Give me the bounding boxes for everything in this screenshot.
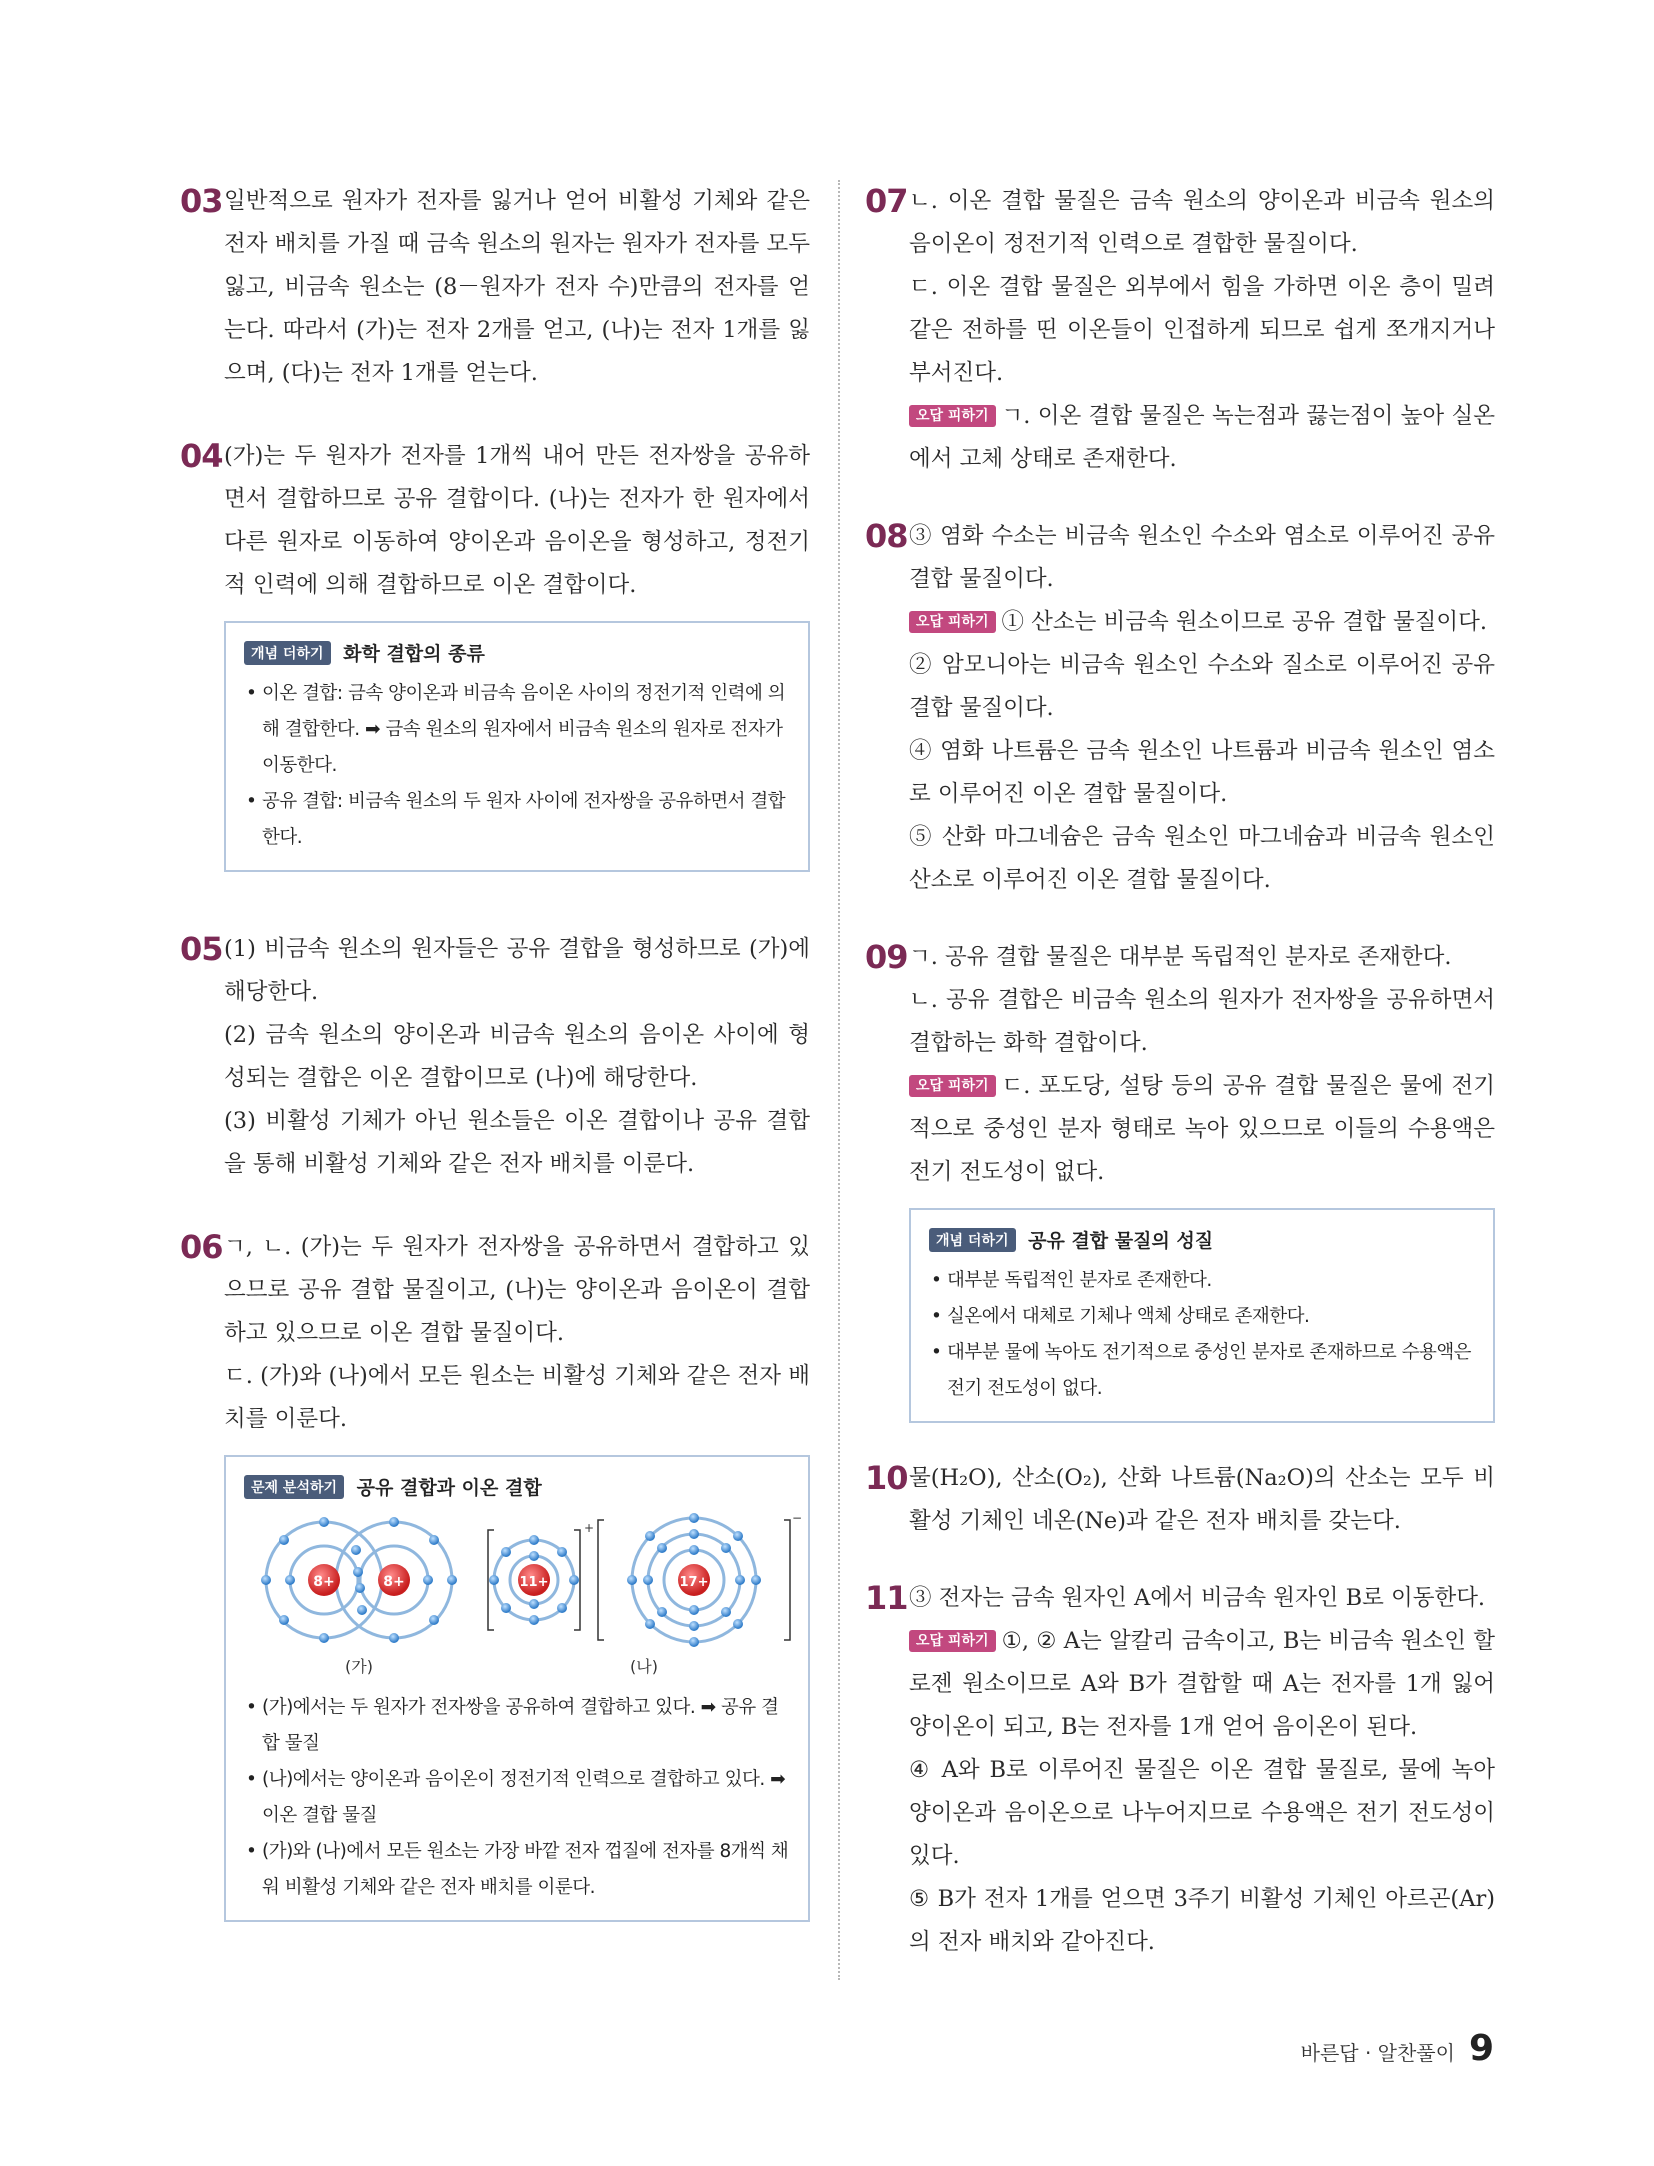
concept-box bbox=[224, 621, 810, 872]
question-number: 10 bbox=[865, 1459, 908, 1497]
box-list bbox=[244, 1690, 792, 1906]
answer-text bbox=[909, 395, 1495, 481]
box-list-item: • (가)에서는 두 원자가 전자쌍을 공유하여 결합하고 있다. ➡ 공유 결합 물질 bbox=[244, 1690, 792, 1762]
answer-text: ㄷ. (가)와 (나)에서 모든 원소는 비활성 기체와 같은 전자 배치를 이룬다. bbox=[224, 1363, 810, 1432]
answer-03 bbox=[180, 180, 810, 395]
answer-text: ①, ② A는 알칼리 금속이고, B는 비금속 원소인 할로젠 원소이므로 A와 B가 결합할 때 A는 전자를 1개 잃어 양이온이 되고, B는 전자를 1개 얻어 음이온이 된다. bbox=[909, 1628, 1495, 1740]
box-list-item: • (나)에서는 양이온과 음이온이 정전기적 인력으로 결합하고 있다. ➡ 이온 결합 물질 bbox=[244, 1762, 792, 1834]
box-list bbox=[929, 1263, 1477, 1407]
question-number: 08 bbox=[865, 517, 908, 555]
box-list-item: • 이온 결합: 금속 양이온과 비금속 음이온 사이의 정전기적 인력에 의해 결합한다. ➡ 금속 원소의 원자에서 비금속 원소의 원자로 전자가 이동한다. bbox=[244, 676, 792, 784]
nucleus-label: 8+ bbox=[383, 1574, 405, 1590]
question-number: 06 bbox=[180, 1228, 223, 1266]
box-list-item: • (가)와 (나)에서 모든 원소는 가장 바깥 전자 껍질에 전자를 8개씩 채워 비활성 기체와 같은 전자 배치를 이룬다. bbox=[244, 1834, 792, 1906]
wrong-answer-tag: 오답 피하기 bbox=[909, 611, 996, 633]
wrong-answer-tag: 오답 피하기 bbox=[909, 405, 996, 427]
box-list-item: • 공유 결합: 비금속 원소의 두 원자 사이에 전자쌍을 공유하면서 결합한다. bbox=[244, 784, 792, 856]
box-list-item: • 실온에서 대체로 기체나 액체 상태로 존재한다. bbox=[929, 1299, 1477, 1335]
answer-text: ㄴ. 공유 결합은 비금속 원소의 원자가 전자쌍을 공유하면서 결합하는 화학 결합이다. bbox=[909, 987, 1495, 1056]
page-footer bbox=[1301, 2028, 1494, 2069]
wrong-answer-tag: 오답 피하기 bbox=[909, 1075, 996, 1097]
answer-text: 일반적으로 원자가 전자를 잃거나 얻어 비활성 기체와 같은 전자 배치를 가질 때 금속 원소의 원자는 원자가 전자를 모두 잃고, 비금속 원소는 (8－원자가 전자 수)만큼의 전자를 얻는다. 따라서 (가)는 전자 2개를 얻고, (나)는 전자 1개를 잃으며, (다)는 전자 1개를 얻는다. bbox=[224, 188, 811, 386]
right-column bbox=[865, 180, 1495, 1964]
answer-05 bbox=[180, 928, 810, 1186]
box-title: 화학 결합의 종류 bbox=[343, 643, 485, 665]
answer-text: ㄷ. 포도당, 설탕 등의 공유 결합 물질은 물에 전기적으로 중성인 분자 형태로 녹아 있으므로 이들의 수용액은 전기 전도성이 없다. bbox=[909, 1073, 1495, 1185]
answer-04 bbox=[180, 435, 810, 872]
label-na: (나) bbox=[630, 1657, 658, 1676]
answer-text: ㄷ. 이온 결합 물질은 외부에서 힘을 가하면 이온 층이 밀려 같은 전하를 띤 이온들이 인접하게 되므로 쉽게 쪼개지거나 부서진다. bbox=[909, 274, 1495, 386]
answer-text bbox=[909, 1065, 1495, 1194]
cation-charge: + bbox=[584, 1521, 595, 1535]
answer-10 bbox=[865, 1457, 1495, 1543]
ionic-compound bbox=[488, 1511, 802, 1647]
answer-text: (3) 비활성 기체가 아닌 원소들은 이온 결합이나 공유 결합을 통해 비활성 기체와 같은 전자 배치를 이룬다. bbox=[224, 1108, 810, 1177]
nucleus-label: 17+ bbox=[679, 1575, 709, 1590]
answer-06 bbox=[180, 1226, 810, 1922]
box-tag: 문제 분석하기 bbox=[244, 1475, 344, 1499]
nucleus-label: 8+ bbox=[313, 1574, 335, 1590]
answer-text: ⑤ B가 전자 1개를 얻으면 3주기 비활성 기체인 아르곤(Ar)의 전자 배치와 같아진다. bbox=[909, 1886, 1495, 1955]
question-number: 09 bbox=[865, 938, 908, 976]
answer-11 bbox=[865, 1577, 1495, 1964]
covalent-molecule bbox=[261, 1517, 457, 1643]
answer-text: ㄱ, ㄴ. (가)는 두 원자가 전자쌍을 공유하면서 결합하고 있으므로 공유 결합 물질이고, (나)는 양이온과 음이온이 결합하고 있으므로 이온 결합 물질이다. bbox=[224, 1234, 810, 1346]
wrong-answer-tag: 오답 피하기 bbox=[909, 1630, 996, 1652]
answer-text: ㄴ. 이온 결합 물질은 금속 원소의 양이온과 비금속 원소의 음이온이 정전기적 인력으로 결합한 물질이다. bbox=[909, 188, 1495, 257]
column-divider bbox=[838, 180, 840, 1980]
answer-08 bbox=[865, 515, 1495, 902]
question-number: 11 bbox=[865, 1579, 908, 1617]
answer-text: (가)는 두 원자가 전자를 1개씩 내어 만든 전자쌍을 공유하면서 결합하므로 공유 결합이다. (나)는 전자가 한 원자에서 다른 원자로 이동하여 양이온과 음이온을 형성하고, 정전기적 인력에 의해 결합하므로 이온 결합이다. bbox=[224, 443, 810, 598]
answer-text: 물(H₂O), 산소(O₂), 산화 나트륨(Na₂O)의 산소는 모두 비활성 기체인 네온(Ne)과 같은 전자 배치를 갖는다. bbox=[909, 1465, 1495, 1534]
anion-charge: − bbox=[792, 1511, 803, 1525]
question-number: 07 bbox=[865, 182, 908, 220]
box-title: 공유 결합 물질의 성질 bbox=[1028, 1230, 1214, 1252]
answer-text bbox=[909, 1620, 1495, 1749]
answer-text: ③ 전자는 금속 원자인 A에서 비금속 원자인 B로 이동한다. bbox=[909, 1585, 1486, 1611]
answer-09 bbox=[865, 936, 1495, 1423]
nucleus-label: 11+ bbox=[519, 1575, 549, 1590]
answer-text: (1) 비금속 원소의 원자들은 공유 결합을 형성하므로 (가)에 해당한다. bbox=[224, 936, 810, 1005]
answer-text: ④ 염화 나트륨은 금속 원소인 나트륨과 비금속 원소인 염소로 이루어진 이온 결합 물질이다. bbox=[909, 738, 1495, 807]
bonding-diagram bbox=[244, 1510, 804, 1680]
footer-title: 바른답 · 알찬풀이 bbox=[1300, 2041, 1455, 2065]
box-list-item: • 대부분 물에 녹아도 전기적으로 중성인 분자로 존재하므로 수용액은 전기 전도성이 없다. bbox=[929, 1335, 1477, 1407]
answer-text: ④ A와 B로 이루어진 물질은 이온 결합 물질로, 물에 녹아 양이온과 음이온으로 나누어지므로 수용액은 전기 전도성이 있다. bbox=[909, 1757, 1495, 1869]
box-heading bbox=[929, 1226, 1477, 1253]
box-tag: 개념 더하기 bbox=[929, 1228, 1016, 1252]
answer-text: ㄱ. 공유 결합 물질은 대부분 독립적인 분자로 존재한다. bbox=[909, 944, 1452, 970]
answer-07 bbox=[865, 180, 1495, 481]
answer-text: ② 암모니아는 비금속 원소인 수소와 질소로 이루어진 공유 결합 물질이다. bbox=[909, 652, 1495, 721]
box-list bbox=[244, 676, 792, 856]
box-tag: 개념 더하기 bbox=[244, 641, 331, 665]
answer-text: ③ 염화 수소는 비금속 원소인 수소와 염소로 이루어진 공유 결합 물질이다. bbox=[909, 523, 1495, 592]
question-number: 04 bbox=[180, 437, 223, 475]
box-heading bbox=[244, 639, 792, 666]
answer-text: ① 산소는 비금속 원소이므로 공유 결합 물질이다. bbox=[1001, 609, 1488, 635]
label-ga: (가) bbox=[345, 1657, 373, 1676]
box-list-item: • 대부분 독립적인 분자로 존재한다. bbox=[929, 1263, 1477, 1299]
box-heading bbox=[244, 1473, 792, 1500]
box-title: 공유 결합과 이온 결합 bbox=[356, 1477, 542, 1499]
left-column bbox=[180, 180, 810, 1922]
concept-box bbox=[909, 1208, 1495, 1423]
answer-text bbox=[909, 601, 1495, 644]
analysis-box bbox=[224, 1455, 810, 1922]
answer-text: ㄱ. 이온 결합 물질은 녹는점과 끓는점이 높아 실온에서 고체 상태로 존재한다. bbox=[909, 403, 1495, 472]
answer-text: ⑤ 산화 마그네슘은 금속 원소인 마그네슘과 비금속 원소인 산소로 이루어진 이온 결합 물질이다. bbox=[909, 824, 1495, 893]
page-number: 9 bbox=[1468, 2028, 1494, 2069]
answer-text: (2) 금속 원소의 양이온과 비금속 원소의 음이온 사이에 형성되는 결합은 이온 결합이므로 (나)에 해당한다. bbox=[224, 1022, 810, 1091]
question-number: 05 bbox=[180, 930, 223, 968]
question-number: 03 bbox=[180, 182, 223, 220]
